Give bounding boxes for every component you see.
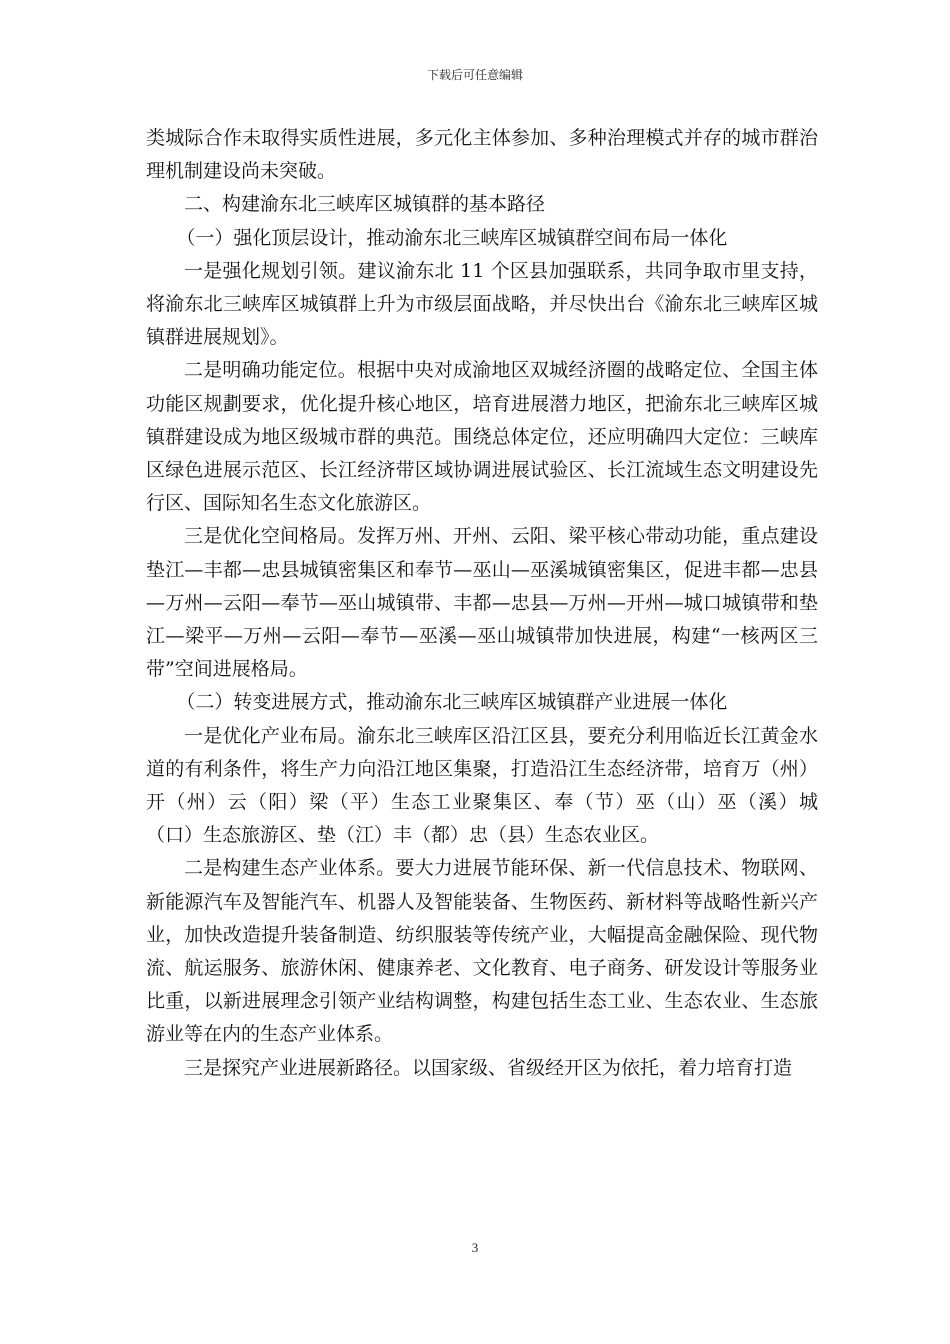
paragraph: 三是优化空间格局。发挥万州、开州、云阳、梁平核心带动功能，重点建设垫江—丰都—忠县城镇密集区和奉节—巫山—巫溪城镇密集区，促进丰都—忠县—万州—云阳—奉节—巫山城镇带、丰都—忠县—万州—开州—城口城镇带和垫江—梁平—万州—云阳—奉节—巫溪—巫山城镇带加快进展，构建“一核两区三带”空间进展格局。 [146, 525, 818, 681]
paragraph-continuation: 类城际合作未取得实质性进展，多元化主体参加、多种治理模式并存的城市群治理机制建设尚未突破。 [146, 127, 818, 183]
paragraph: 三是探究产业进展新路径。以国家级、省级经开区为依托，着力培育打造 [184, 1056, 793, 1079]
paragraph: 一是优化产业布局。渝东北三峡库区沿江区县，要充分利用临近长江黄金水道的有利条件，将生产力向沿江地区集聚，打造沿江生态经济带，培育万（州）开（州）云（阳）梁（平）生态工业聚集区、奉（节）巫（山）巫（溪）城（口）生态旅游区、垫（江）丰（都）忠（县）生态农业区。 [146, 724, 818, 847]
page-number: 3 [471, 1240, 479, 1255]
paragraph: 一是强化规划引领。建议渝东北 11 个区县加强联系，共同争取市里支持，将渝东北三峡库区城镇群上升为市级层面战略，并尽快出台《渝东北三峡库区城镇群进展规划》。 [146, 259, 818, 349]
paragraph: 二是明确功能定位。根据中央对成渝地区双城经济圈的战略定位、全国主体功能区规劃要求，优化提升核心地区，培育进展潜力地区，把渝东北三峡库区城镇群建设成为地区级城市群的典范。围绕总体定位，还应明确四大定位：三峡库区绿色进展示范区、长江经济带区域协调进展试验区、长江流域生态文明建设先行区、国际知名生态文化旅游区。 [146, 359, 818, 515]
page-header: 下载后可任意编辑 [426, 68, 523, 82]
subsection-heading-1: （一）强化顶层设计，推动渝东北三峡库区城镇群空间布局一体化 [176, 226, 728, 249]
document-body [146, 122, 818, 1085]
paragraph: 二是构建生态产业体系。要大力进展节能环保、新一代信息技术、物联网、新能源汽车及智能汽车、机器人及智能装备、生物医药、新材料等战略性新兴产业，加快改造提升装备制造、纺织服装等传统产业，大幅提高金融保险、现代物流、航运服务、旅游休闲、健康养老、文化教育、电子商务、研发设计等服务业比重，以新进展理念引领产业结构调整，构建包括生态工业、生态农业、生态旅游业等在内的生态产业体系。 [146, 857, 818, 1046]
section-heading: 二、构建渝东北三峡库区城镇群的基本路径 [184, 193, 546, 216]
subsection-heading-2: （二）转变进展方式，推动渝东北三峡库区城镇群产业进展一体化 [176, 691, 728, 714]
